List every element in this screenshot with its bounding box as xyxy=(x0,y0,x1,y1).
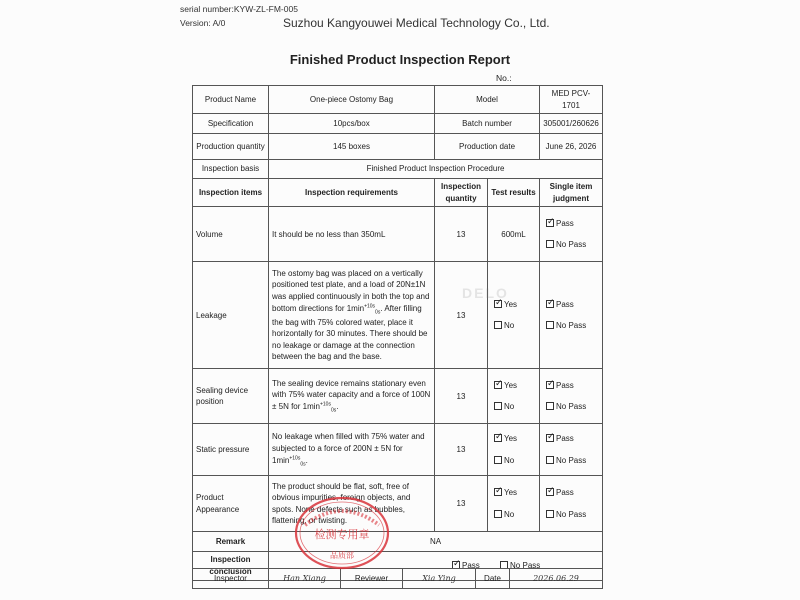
pass-checkbox[interactable] xyxy=(546,381,554,389)
pass-label: Pass xyxy=(556,380,574,390)
no-pass-label: No Pass xyxy=(556,240,587,250)
col-header-quantity: Inspection quantity xyxy=(435,179,488,207)
no-pass-label: No Pass xyxy=(556,402,587,412)
col-header-judgment: Single item judgment xyxy=(540,179,603,207)
inspector-label: Inspector xyxy=(193,569,269,589)
yes-checkbox[interactable] xyxy=(494,488,502,496)
remark-value: NA xyxy=(269,532,603,552)
pass-checkbox[interactable] xyxy=(546,219,554,227)
col-header-requirements: Inspection requirements xyxy=(269,179,435,207)
requirement-leakage: The ostomy bag was placed on a vertically positioned test plate, and a load of 20N±1N was applied continuously in both the top and bottom directions for $1\min^{+10s}_{0s}$. After filling the bag with 75% colored water, place it horizontally for 30 minutes. There should be no leakage or damage at the connection between the bag and the base. xyxy=(269,262,435,369)
remark-label: Remark xyxy=(193,532,269,552)
pass-label: Pass xyxy=(556,218,574,228)
production-date-label: Production date xyxy=(435,134,540,160)
pass-checkbox[interactable] xyxy=(546,300,554,308)
no-pass-label: No Pass xyxy=(556,321,587,331)
batch-value: 305001/260626 xyxy=(540,114,603,134)
quantity-label: Production quantity xyxy=(193,134,269,160)
model-value: MED PCV-1701 xyxy=(540,86,603,114)
requirement-text: The sealing device remains stationary even with 75% water capacity and a force of 100N ± 5N for xyxy=(272,378,431,412)
no-pass-checkbox[interactable] xyxy=(546,402,554,410)
basis-label: Inspection basis xyxy=(193,160,269,179)
time-expression: $1\min^{+10s}_{0s}$ xyxy=(346,303,381,316)
no-pass-checkbox[interactable] xyxy=(546,240,554,248)
conclusion-no-pass-label: No Pass xyxy=(510,561,541,571)
signature-table xyxy=(192,568,603,589)
no-checkbox[interactable] xyxy=(494,402,502,410)
no-pass-checkbox[interactable] xyxy=(546,510,554,518)
conclusion-label: Inspection conclusion xyxy=(193,552,269,580)
qty-sealing: 13 xyxy=(435,369,488,424)
requirement-text: The ostomy bag was placed on a vertically positioned test plate, and a load of 20N±1N was applied continuously in both the top and bottom directions for xyxy=(272,268,430,313)
no-checkbox[interactable] xyxy=(494,321,502,329)
judgment-appearance xyxy=(540,476,603,532)
pass-label: Pass xyxy=(556,488,574,498)
result-appearance xyxy=(488,476,540,532)
item-sealing: Sealing device position xyxy=(193,369,269,424)
table-row xyxy=(193,476,603,532)
requirement-volume: It should be no less than 350mL xyxy=(269,207,435,262)
no-checkbox[interactable] xyxy=(494,456,502,464)
qty-static-pressure: 13 xyxy=(435,424,488,476)
pass-label: Pass xyxy=(556,434,574,444)
no-label: No xyxy=(504,455,515,465)
time-expression: $1\min^{+10s}_{0s}$ xyxy=(302,401,337,414)
inspection-table xyxy=(192,85,603,581)
table-row xyxy=(193,207,603,262)
yes-checkbox[interactable] xyxy=(494,381,502,389)
basis-value: Finished Product Inspection Procedure xyxy=(269,160,603,179)
yes-checkbox[interactable] xyxy=(494,434,502,442)
report-title: Finished Product Inspection Report xyxy=(289,52,511,67)
col-header-items: Inspection items xyxy=(193,179,269,207)
inspector-signature: Han Xiang xyxy=(269,569,341,589)
specification-value: 10pcs/box xyxy=(269,114,435,134)
pass-checkbox[interactable] xyxy=(546,488,554,496)
footer-date-value: 2026.06.29 xyxy=(510,569,603,589)
production-date-value: June 26, 2026 xyxy=(540,134,603,160)
requirement-appearance: The product should be flat, soft, free of obvious impurities, foreign objects, and spots. None defects such as bubbles, flattening, or twisting. xyxy=(269,476,435,532)
footer-date-label: Date xyxy=(476,569,510,589)
version: Version: A/0 xyxy=(180,18,226,28)
no-label: No xyxy=(504,321,515,331)
no-label: No xyxy=(504,402,515,412)
no-pass-label: No Pass xyxy=(556,455,587,465)
quantity-value: 145 boxes xyxy=(269,134,435,160)
conclusion-pass-label: Pass xyxy=(462,561,480,571)
yes-label: Yes xyxy=(504,434,518,444)
no-checkbox[interactable] xyxy=(494,510,502,518)
table-row xyxy=(193,369,603,424)
item-static-pressure: Static pressure xyxy=(193,424,269,476)
qty-appearance: 13 xyxy=(435,476,488,532)
serial-number: serial number:KYW-ZL-FM-005 xyxy=(180,4,298,14)
result-sealing xyxy=(488,369,540,424)
col-header-results: Test results xyxy=(488,179,540,207)
requirement-text: After filling the bag with 75% colored water, place it horizontally for 30 minutes. There should be no leakage or damage at the connection between the bag and the base. xyxy=(272,303,428,362)
judgment-sealing xyxy=(540,369,603,424)
batch-label: Batch number xyxy=(435,114,540,134)
no-pass-checkbox[interactable] xyxy=(546,456,554,464)
result-volume: 600mL xyxy=(488,207,540,262)
yes-label: Yes xyxy=(504,299,518,309)
watermark: DELO xyxy=(462,285,509,301)
result-static-pressure xyxy=(488,424,540,476)
pass-checkbox[interactable] xyxy=(546,434,554,442)
table-row xyxy=(193,424,603,476)
judgment-volume xyxy=(540,207,603,262)
yes-label: Yes xyxy=(504,488,518,498)
reviewer-label: Reviewer xyxy=(341,569,403,589)
reviewer-signature: Xia Ying xyxy=(403,569,476,589)
requirement-static-pressure: No leakage when filled with 75% water and subjected to a force of 200N ± 5N for $1\min^{+10s}_{0s}$. xyxy=(269,424,435,476)
no-pass-checkbox[interactable] xyxy=(546,321,554,329)
requirement-text: No leakage when filled with 75% water and subjected to a force of 200N ± 5N for xyxy=(272,432,425,453)
stamp-bottom-text: 品质部 xyxy=(330,551,354,560)
stamp-center-text: 检测专用章 xyxy=(314,528,370,541)
table-row xyxy=(193,262,603,369)
model-label: Model xyxy=(435,86,540,114)
qty-volume: 13 xyxy=(435,207,488,262)
company-name: Suzhou Kangyouwei Medical Technology Co., Ltd. xyxy=(283,16,550,30)
quality-stamp xyxy=(293,495,391,571)
item-leakage: Leakage xyxy=(193,262,269,369)
judgment-leakage xyxy=(540,262,603,369)
report-number-label: No.: xyxy=(496,73,512,83)
time-expression: $1\min^{+10s}_{0s}$ xyxy=(272,454,306,468)
judgment-static-pressure xyxy=(540,424,603,476)
item-appearance: Product Appearance xyxy=(193,476,269,532)
specification-label: Specification xyxy=(193,114,269,134)
item-volume: Volume xyxy=(193,207,269,262)
no-label: No xyxy=(504,509,515,519)
requirement-sealing: The sealing device remains stationary even with 75% water capacity and a force of 100N ± 5N for $1\min^{+10s}_{0s}$. xyxy=(269,369,435,424)
pass-label: Pass xyxy=(556,299,574,309)
product-name-label: Product Name xyxy=(193,86,269,114)
yes-label: Yes xyxy=(504,380,518,390)
result-leakage xyxy=(488,262,540,369)
no-pass-label: No Pass xyxy=(556,509,587,519)
qty-leakage: 13 xyxy=(435,262,488,369)
product-name: One-piece Ostomy Bag xyxy=(269,86,435,114)
